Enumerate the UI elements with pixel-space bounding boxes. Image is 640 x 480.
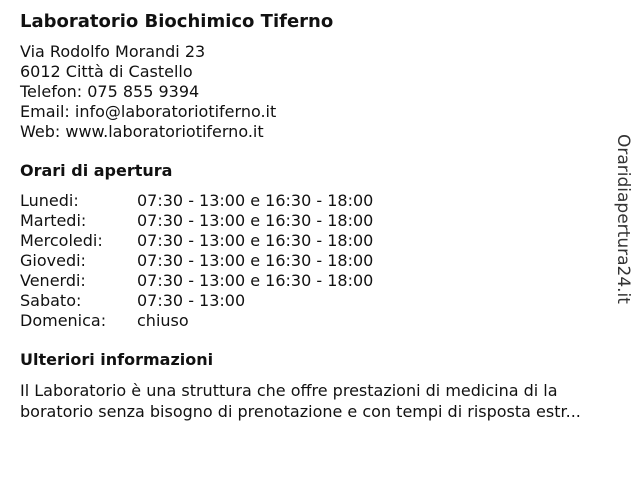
- hours-time: 07:30 - 13:00 e 16:30 - 18:00: [137, 271, 374, 290]
- city-address: 6012 Città di Castello: [20, 62, 193, 81]
- opening-hours-heading: Orari di apertura: [20, 161, 173, 180]
- hours-time: 07:30 - 13:00: [137, 291, 246, 310]
- hours-time: 07:30 - 13:00 e 16:30 - 18:00: [137, 191, 374, 210]
- hours-time: 07:30 - 13:00 e 16:30 - 18:00: [137, 231, 374, 250]
- email-address: Email: info@laboratoriotiferno.it: [20, 102, 277, 121]
- description-line: boratorio senza bisogno di prenotazione e con tempi di risposta estr...: [20, 402, 581, 421]
- hours-day: Venerdi:: [20, 271, 86, 290]
- hours-day: Martedi:: [20, 211, 87, 230]
- phone-number: Telefon: 075 855 9394: [20, 82, 200, 101]
- more-info-text: [20, 380, 610, 422]
- description-line: Il Laboratorio è una struttura che offre prestazioni di medicina di la: [20, 381, 558, 400]
- hours-day: Lunedi:: [20, 191, 79, 210]
- hours-day: Giovedi:: [20, 251, 86, 270]
- hours-row: [20, 191, 610, 211]
- website-address: Web: www.laboratoriotiferno.it: [20, 122, 264, 141]
- hours-time: 07:30 - 13:00 e 16:30 - 18:00: [137, 211, 374, 230]
- hours-day: Domenica:: [20, 311, 107, 330]
- hours-row: [20, 251, 610, 271]
- street-address: Via Rodolfo Morandi 23: [20, 42, 206, 61]
- hours-row: [20, 271, 610, 291]
- hours-row: [20, 291, 610, 311]
- hours-row: [20, 211, 610, 231]
- site-watermark: Oraridiapertura24.it: [613, 134, 633, 304]
- address-block: [20, 42, 610, 142]
- more-info-heading: Ulteriori informazioni: [20, 350, 214, 369]
- hours-row: [20, 231, 610, 251]
- hours-time: chiuso: [137, 311, 189, 330]
- hours-day: Mercoledi:: [20, 231, 103, 250]
- business-card: [20, 10, 610, 422]
- hours-day: Sabato:: [20, 291, 82, 310]
- hours-row: [20, 311, 610, 331]
- business-name: Laboratorio Biochimico Tiferno: [20, 11, 334, 32]
- hours-time: 07:30 - 13:00 e 16:30 - 18:00: [137, 251, 374, 270]
- opening-hours-table: [20, 191, 610, 331]
